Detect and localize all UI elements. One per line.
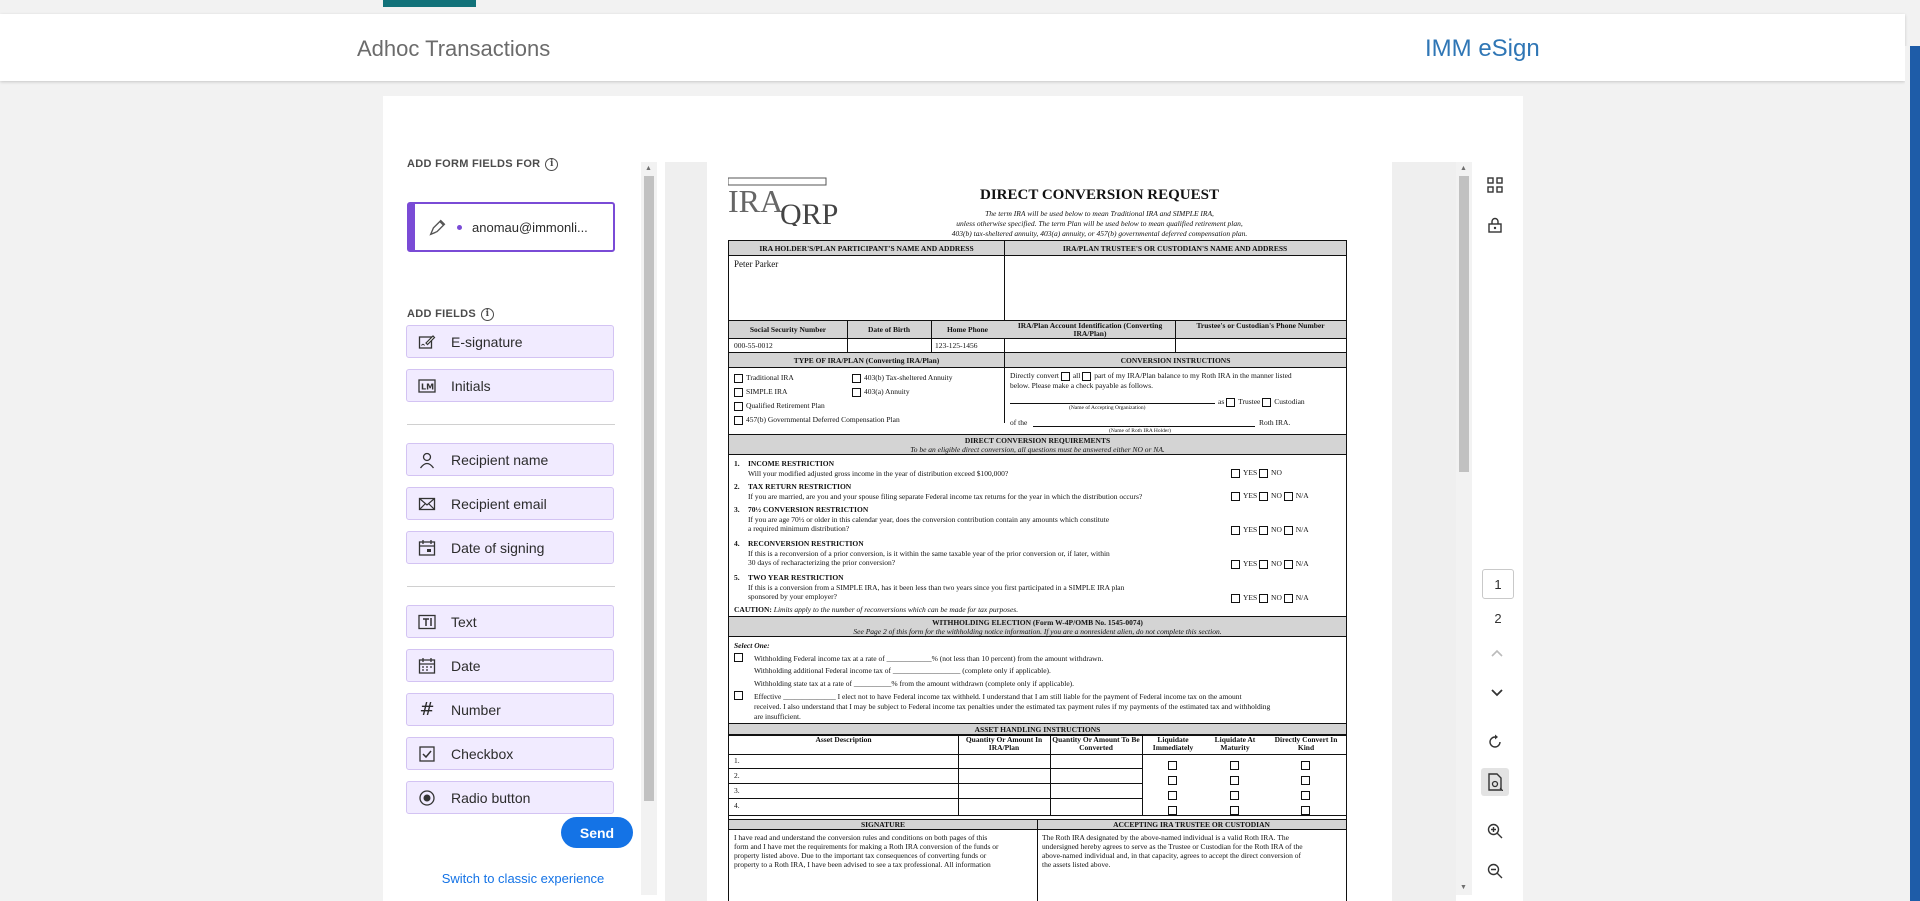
ssn-value[interactable]: 000-55-0012 [734, 341, 773, 350]
field-date[interactable]: Date [406, 649, 614, 682]
right-edge-bar [1905, 46, 1920, 901]
field-e-signature[interactable]: E-signature [406, 325, 614, 358]
accepting-text-4: the assets listed above. [1042, 860, 1111, 869]
holder-header: IRA HOLDER'S/PLAN PARTICIPANT'S NAME AND ADDRESS [759, 244, 974, 253]
app-header [0, 14, 1905, 81]
dob-header: Date of Birth [867, 325, 911, 334]
logo-qrp-text: QRP [780, 198, 839, 226]
divider [729, 798, 1142, 799]
document-page[interactable] [707, 162, 1392, 901]
recipient-dot [457, 225, 462, 230]
thumbnails-grid-icon[interactable] [1481, 171, 1509, 199]
field-recipient-name[interactable]: Recipient name [406, 443, 614, 476]
calendar-icon [417, 656, 437, 676]
recipient-email: anomau@immonli... [472, 219, 588, 235]
panel-divider [407, 586, 615, 587]
logo-ira-text: IRA [728, 183, 784, 219]
of-the-label: of the [1010, 418, 1028, 427]
instructions-header: CONVERSION INSTRUCTIONS [1120, 356, 1231, 365]
document-settings-icon[interactable] [1481, 768, 1509, 796]
current-page-input[interactable]: 1 [1482, 569, 1514, 599]
type-403b[interactable]: 403(b) Tax-sheltered Annuity [852, 373, 952, 383]
field-number[interactable]: # Number [406, 693, 614, 726]
divider [729, 754, 1346, 755]
req5-answers[interactable]: YES NO N/A [1231, 593, 1309, 603]
document-viewer[interactable] [665, 162, 1456, 901]
caution-note: CAUTION: Limits apply to the number of reconversions which can be made for tax purposes. [734, 605, 1019, 614]
withholding-text-1: Withholding Federal income tax at a rate of ____________% (not less than 10 percent) from the amount withdrawn. [754, 654, 1104, 663]
type-simple[interactable]: SIMPLE IRA [734, 387, 787, 397]
type-header: TYPE OF IRA/PLAN (Converting IRA/Plan) [793, 356, 940, 365]
checkbox-icon [417, 744, 437, 764]
divider [1037, 819, 1038, 901]
signature-text-2: form and I have met the requirements for making a Roth IRA conversion of the funds or [734, 842, 999, 851]
divider [1050, 735, 1051, 815]
scroll-up-arrow-icon[interactable]: ▲ [645, 165, 652, 172]
divider [729, 768, 1142, 769]
withholding-text-4: Effective ______________ I elect not to have Federal income tax withheld. I understand that I am still liable for the payment of Federal income tax on the amount [754, 692, 1242, 701]
divider [958, 735, 959, 815]
zoom-out-icon[interactable] [1481, 857, 1509, 885]
doc-subtitle: unless otherwise specified. The term Plan will be used below to mean qualified retirement plan, [956, 219, 1243, 228]
asset-convert-kind-boxes[interactable] [1301, 757, 1313, 817]
field-text[interactable]: Text [406, 605, 614, 638]
asset-col-qty-plan: Quantity Or Amount In IRA/Plan [965, 735, 1043, 752]
asset-row-3[interactable]: 3. [734, 786, 740, 795]
select-one-label: Select One: [734, 641, 770, 650]
signature-header: SIGNATURE [860, 820, 906, 829]
doc-subtitle: 403(b) tax-sheltered annuity, 403(a) annuity, or 457(b) governmental deferred compensation plan. [951, 229, 1248, 238]
withholding-header: WITHHOLDING ELECTION (Form W-4P/OMB No. 1545-0074) [932, 618, 1143, 627]
req3-answers[interactable]: YES NO N/A [1231, 525, 1309, 535]
type-traditional[interactable]: Traditional IRA [734, 373, 794, 383]
add-form-fields-for-label: ADD FORM FIELDS FOR i [407, 156, 558, 172]
page-2-indicator[interactable]: 2 [1494, 611, 1502, 626]
trustee-header: IRA/PLAN TRUSTEE'S OR CUSTODIAN'S NAME AND ADDRESS [1062, 244, 1288, 253]
document-scrollbar[interactable] [1456, 162, 1472, 895]
instructions-trustee-custodian: as Trustee Custodian [1218, 397, 1305, 406]
initials-icon [417, 376, 437, 396]
requirements-subheader: To be an eligible direct conversion, all questions must be answered either NO or NA. [910, 445, 1165, 454]
scrollbar-thumb[interactable] [644, 176, 654, 801]
brand-logo[interactable]: IMM eSign [1425, 35, 1540, 62]
rotate-icon[interactable] [1481, 728, 1509, 756]
holder-name-value[interactable]: Peter Parker [734, 259, 779, 269]
asset-col-qty-convert: Quantity Or Amount To Be Converted [1052, 735, 1140, 752]
previous-page-icon[interactable] [1483, 639, 1511, 667]
divider [729, 783, 1142, 784]
recipient-selector[interactable] [407, 202, 615, 252]
field-initials[interactable]: LM Initials [406, 369, 614, 402]
page-title: Adhoc Transactions [357, 36, 551, 61]
accepting-text-2: undersigned hereby agrees to serve as the Trustee or Custodian for the Roth IRA of the [1042, 842, 1303, 851]
divider [1004, 353, 1005, 423]
pen-icon [427, 216, 449, 238]
accepting-text-3: above-named individual and, in that capacity, agrees to accept the direct conversion of [1042, 851, 1301, 860]
signature-icon [417, 332, 437, 352]
asset-row-2[interactable]: 2. [734, 771, 740, 780]
req1-answers[interactable]: YES NO [1231, 468, 1282, 478]
scrollbar-thumb[interactable] [1459, 176, 1469, 472]
accepting-header: ACCEPTING IRA TRUSTEE OR CUSTODIAN [1113, 820, 1270, 829]
calendar-icon [417, 538, 437, 558]
withholding-text-5: received. I also understand that I may be subject to Federal income tax penalties under the estimated tax payment rules if my payments of the estimated tax and withholding [754, 702, 1271, 711]
instructions-line1: Directly convert all part of my IRA/Plan balance to my Roth IRA in the manner listed [1010, 371, 1292, 380]
withholding-subheader: See Page 2 of this form for the withholding notice information. If you are a nonresident alien, do not complete this section. [853, 627, 1222, 636]
home-phone-header: Home Phone [946, 325, 989, 334]
asset-header: ASSET HANDLING INSTRUCTIONS [974, 725, 1101, 734]
divider [1142, 735, 1143, 815]
signature-text-3: property listed above. Due to the important tax consequences of converting funds or [734, 851, 987, 860]
scroll-down-arrow-icon[interactable]: ▼ [1460, 884, 1467, 891]
form-table: IRA HOLDER'S/PLAN PARTICIPANT'S NAME AND ADDRESS IRA/PLAN TRUSTEE'S OR CUSTODIAN'S NAME AND ADDRESS Peter Parker Social Security Number Date of Birth Home Phone IRA/Plan Account Identification (Converting IRA/Plan) Trustee's or Custodian's Phone Number 000-55-0012 123-125-1456 TYPE OF IRA/PLAN (Converting IRA/Plan) CONVERSION INSTRUCTIONS Traditional IRA 403(b) Tax-sheltered Annuity SIMPLE IRA 403(a) Annuity Qualified Retirement Plan 457(b) Governmental Deferred Compensation Plan Directly convert all part of my IRA/Plan balance to my Roth IRA in the manner listed below. Please make a check payable as follows. as Trustee Custodian (Name of Accepting Organization) of the Roth IRA. (Name of Roth IRA Holder) DIRECT CONVERSION REQUIREMENTS To be an eligible direct conversion, all questions must be answered either NO or NA. 1. INCOME RESTRICTION Will your modified adjusted gross income in the year of distribution exceed $100,000? YES NO 2. TAX RETURN RESTRICTION If you are married, are you and your spouse filing separate Federal income tax returns for the year in which the distribution occurs? YES NO N/A 3. 70½ CONVERSION RESTRICTION If you are age 70½ or older in this calendar year, does the conversion contribution contain any amounts which constitute a required minimum distribution? YES NO N/A 4. RECONVERSION RESTRICTION If this is a reconversion of a prior conversion, is it within the same taxable year of the prior conversion or, if later, within 30 days of recharacterizing the prior conversion? YES NO N/A 5. TWO YEAR RESTRICTION If this is a conversion from a SIMPLE IRA, has it been less than two years since you first participated in a SIMPLE IRA plan sponsored by your employer? YES NO N/A CAUTION: Limits apply to the number of reconversions which can be made for tax purposes. WITHHOLDING ELECTION (Form W-4P/OMB No. 1545-0074) See Page 2 of this form for the withholding notice information. If you are a nonresident alien, do not complete this section. Select One: Withholding Federal income tax at a rate of ____________% (not less than 10 percent) from the amount withdrawn. Withholding additional Federal income tax of __________________ (complete only if applicable). Withholding state tax at a rate of __________% from the amount withdrawn (complete only if applicable). Effective ______________ I elect not to have Federal income tax withheld. I understand that I am still liable for the payment of Federal income tax on the amount received. I also understand that I may be subject to Federal income tax penalties under the estimated tax payment rules if my payments of the estimated tax and withholding are insufficient. ASSET HANDLING INSTRUCTIONS Asset Description Quantity Or Amount In IRA/Plan Quantity Or Amount To Be Converted Liquidate Immediately Liquidate At Maturity Directly Convert In Kind 1. 2. 3. 4. SIGNATURE ACCEPTING IRA TRUSTEE OR CUSTODIAN I have read and understand the conversion rules and conditions on both pages of this form and I have met the requirements for making a Roth IRA conversion of the funds or property listed above. Due to the important tax consequences of converting funds or property to a Roth IRA, I have been advised to see a tax professional. All information The Roth IRA designated by the above-named individual is a valid Roth IRA. The undersigned hereby agrees to serve as the Trustee or Custodian for the Roth IRA of the above-named individual and, in that capacity, agrees to accept the direct conversion of the assets listed above. [728, 240, 1347, 901]
phone-value[interactable]: 123-125-1456 [935, 341, 978, 350]
asset-liquidate-maturity-boxes[interactable] [1230, 757, 1242, 817]
field-recipient-email[interactable]: Recipient email [406, 487, 614, 520]
switch-classic-link[interactable]: Switch to classic experience [441, 871, 605, 886]
doc-subtitle: The term IRA will be used below to mean Traditional IRA and SIMPLE IRA, [985, 209, 1214, 218]
withholding-text-3: Withholding state tax at a rate of __________% from the amount withdrawn (complete only if applicable). [754, 679, 1075, 688]
withholding-option-2[interactable] [734, 690, 746, 700]
withholding-option-1[interactable] [734, 652, 746, 662]
type-qualified[interactable]: Qualified Retirement Plan [734, 401, 825, 411]
field-date-of-signing[interactable]: Date of signing [406, 531, 614, 564]
asset-col-description: Asset Description [815, 735, 872, 744]
asset-col-liquidate-now: Liquidate Immediately [1152, 735, 1194, 752]
roth-holder-caption: (Name of Roth IRA Holder) [1109, 428, 1172, 434]
signature-text-4: property to a Roth IRA, I have been advised to see a tax professional. All information [734, 860, 991, 869]
requirements-header: DIRECT CONVERSION REQUIREMENTS [964, 436, 1111, 445]
text-field-icon [417, 612, 437, 632]
asset-row-1[interactable]: 1. [734, 756, 740, 765]
svg-text:LM: LM [421, 382, 435, 391]
trustee-phone-header: Trustee's or Custodian's Phone Number [1196, 321, 1325, 330]
divider [1033, 426, 1255, 427]
zoom-in-icon[interactable] [1481, 817, 1509, 845]
roth-label: Roth IRA. [1259, 418, 1291, 427]
hash-icon: # [419, 699, 435, 720]
req2-answers[interactable]: YES NO N/A [1231, 491, 1309, 501]
recipient-color-stripe [409, 204, 415, 250]
asset-liquidate-now-boxes[interactable] [1168, 757, 1180, 817]
divider [1010, 403, 1215, 404]
type-457b[interactable]: 457(b) Governmental Deferred Compensation Plan [734, 415, 900, 425]
envelope-icon [417, 494, 437, 514]
active-tab-indicator [383, 0, 476, 7]
accepting-org-caption: (Name of Accepting Organization) [1069, 405, 1146, 411]
account-id-header: IRA/Plan Account Identification (Converting IRA/Plan) [1017, 321, 1163, 338]
add-fields-label: ADD FIELDS i [407, 306, 494, 322]
field-radio-button[interactable]: Radio button [406, 781, 614, 814]
accepting-text-1: The Roth IRA designated by the above-named individual is a valid Roth IRA. The [1042, 833, 1289, 842]
lock-icon[interactable] [1481, 211, 1509, 239]
divider [1175, 321, 1176, 352]
send-button[interactable]: Send [561, 817, 633, 848]
instructions-line2: below. Please make a check payable as follows. [1010, 381, 1154, 390]
divider [931, 321, 932, 352]
document-title: DIRECT CONVERSION REQUEST [980, 187, 1219, 203]
withholding-text-2: Withholding additional Federal income tax of __________________ (complete only if applicable). [754, 666, 1051, 675]
scroll-up-arrow-icon[interactable]: ▲ [1460, 165, 1467, 172]
type-403a[interactable]: 403(a) Annuity [852, 387, 910, 397]
radio-icon [417, 788, 437, 808]
asset-col-convert-kind: Directly Convert In Kind [1274, 735, 1338, 752]
signature-text-1: I have read and understand the conversion rules and conditions on both pages of this [734, 833, 988, 842]
withholding-text-6: are insufficient. [754, 712, 801, 721]
panel-scrollbar[interactable] [641, 162, 657, 895]
ssn-header: Social Security Number [749, 325, 827, 334]
authoring-container [383, 96, 1523, 901]
info-icon[interactable]: i [545, 158, 558, 171]
person-icon [417, 450, 437, 470]
field-checkbox[interactable]: Checkbox [406, 737, 614, 770]
info-icon[interactable]: i [481, 308, 494, 321]
asset-row-4[interactable]: 4. [734, 801, 740, 810]
asset-col-liquidate-maturity: Liquidate At Maturity [1214, 735, 1256, 752]
req4-answers[interactable]: YES NO N/A [1231, 559, 1309, 569]
panel-divider [407, 424, 615, 425]
divider [847, 321, 848, 352]
next-page-icon[interactable] [1483, 679, 1511, 707]
divider [729, 815, 1346, 816]
top-strip [0, 0, 1920, 14]
